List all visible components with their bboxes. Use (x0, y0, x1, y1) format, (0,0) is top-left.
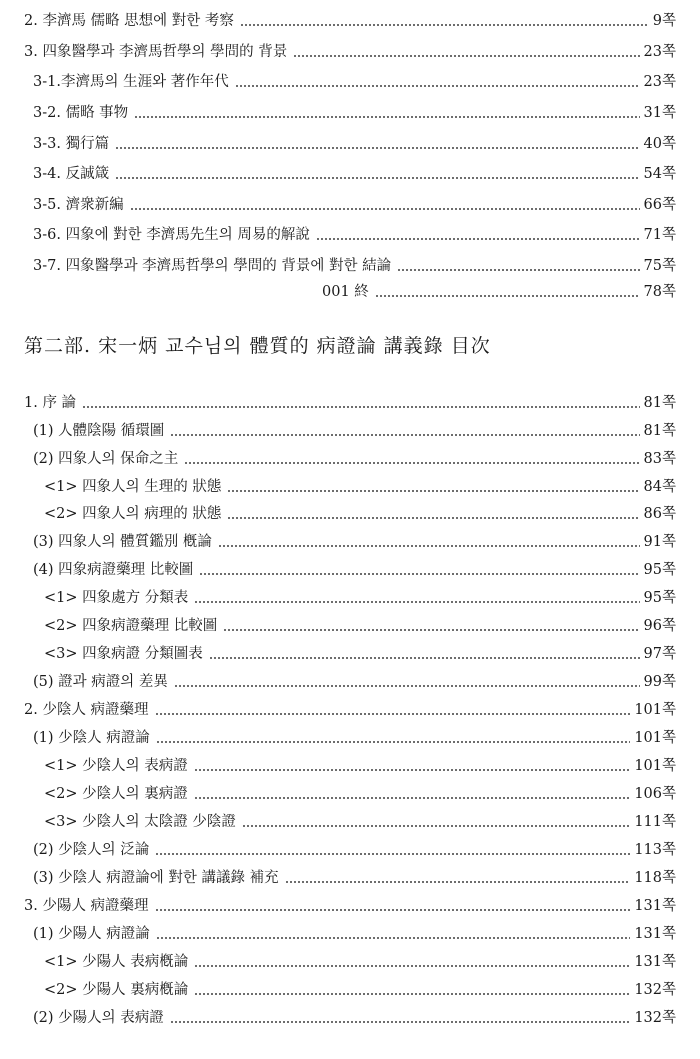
toc-entry (33, 725, 676, 747)
dot-leader (194, 797, 631, 799)
dot-leader (240, 24, 649, 26)
dot-leader (155, 853, 630, 855)
dot-leader (285, 881, 631, 883)
toc-entry (33, 865, 676, 887)
toc-entry-page: 118쪽 (634, 870, 676, 886)
toc-entry (24, 8, 676, 30)
toc-entry-title: (3) 四象人의 體質鑑別 槪論 (33, 534, 212, 550)
toc-entry-title: (2) 少陽人의 表病證 (33, 1010, 164, 1026)
dot-leader (170, 1021, 631, 1023)
toc-entry-page: 71쪽 (643, 227, 676, 243)
dot-leader (156, 741, 631, 743)
toc-entry (44, 641, 676, 663)
dot-leader (130, 208, 640, 210)
dot-leader (115, 177, 639, 179)
toc-entry-title: 3-1.李濟馬의 生涯와 著作年代 (33, 74, 229, 90)
toc-entry (33, 837, 676, 859)
toc-entry-page: 40쪽 (643, 136, 676, 152)
toc-entry-title: (4) 四象病證藥理 比較圖 (33, 562, 194, 578)
toc-entry (33, 1005, 676, 1027)
toc-entry-title: <1> 四象人의 生理的 狀態 (44, 479, 222, 495)
toc-entry-title: 1. 序 論 (24, 395, 77, 411)
toc-entry-title: (2) 少陰人의 泛論 (33, 842, 150, 858)
toc-entry (44, 753, 676, 775)
dot-leader (209, 657, 640, 659)
dot-leader (155, 909, 631, 911)
dot-leader (134, 116, 639, 118)
dot-leader (242, 825, 630, 827)
toc-entry (44, 809, 676, 831)
toc-entry (33, 161, 676, 183)
toc-entry-page: 54쪽 (643, 166, 676, 182)
dot-leader (170, 434, 639, 436)
toc-entry-page: 96쪽 (643, 618, 676, 634)
toc-entry (33, 557, 676, 579)
toc-entry-page: 78쪽 (643, 284, 676, 300)
toc-entry-title: 3-4. 反誠箴 (33, 166, 110, 182)
toc-entry (44, 949, 676, 971)
toc-entry-page: 95쪽 (643, 562, 676, 578)
toc-entry-page: 75쪽 (643, 258, 676, 274)
dot-leader (156, 937, 631, 939)
dot-leader (194, 601, 639, 603)
toc-entry (33, 921, 676, 943)
toc-entry-title: 3-7. 四象醫學과 李濟馬哲學의 學問的 背景에 對한 結論 (33, 258, 392, 274)
toc-entry (44, 613, 676, 635)
dot-leader (199, 573, 639, 575)
dot-leader (227, 490, 639, 492)
toc-entry-title: 3. 四象醫學과 李濟馬哲學의 學問的 背景 (24, 44, 288, 60)
part-heading: 第二部. 宋一炳 교수님의 體質的 病證論 講義錄 目次 (24, 335, 491, 357)
toc-entry-page: 95쪽 (643, 590, 676, 606)
toc-entry-title: <1> 少陽人 表病槪論 (44, 954, 189, 970)
toc-entry-title: <1> 少陰人의 表病證 (44, 758, 188, 774)
dot-leader (194, 769, 631, 771)
dot-leader (194, 965, 630, 967)
toc-entry-page: 131쪽 (634, 926, 676, 942)
toc-entry-title: 2. 李濟馬 儒略 思想에 對한 考察 (24, 13, 234, 29)
toc-entry-title: 3-6. 四象에 對한 李濟馬先生의 周易的解說 (33, 227, 310, 243)
toc-entry (24, 697, 676, 719)
toc-entry (44, 585, 676, 607)
toc-entry-page: 132쪽 (634, 1010, 676, 1026)
toc-entry-title: <2> 少陰人의 裏病證 (44, 786, 188, 802)
toc-entry-page: 81쪽 (643, 423, 676, 439)
toc-entry (33, 192, 676, 214)
toc-entry-page: 9쪽 (652, 13, 676, 29)
toc-entry-title: (3) 少陰人 病證論에 對한 講議錄 補充 (33, 870, 279, 886)
toc-entry (44, 501, 676, 523)
toc-entry (44, 781, 676, 803)
toc-entry-page: 106쪽 (634, 786, 676, 802)
toc-entry (33, 69, 676, 91)
dot-leader (115, 147, 639, 149)
toc-entry (33, 131, 676, 153)
dot-leader (223, 629, 639, 631)
toc-entry-page: 101쪽 (634, 758, 676, 774)
toc-entry (33, 418, 676, 440)
toc-entry-page: 99쪽 (643, 674, 676, 690)
dot-leader (293, 55, 639, 57)
toc-entry-title: (1) 人體陰陽 循環圖 (33, 423, 165, 439)
toc-entry (33, 669, 676, 691)
toc-entry (33, 222, 676, 244)
toc-entry-page: 131쪽 (634, 898, 676, 914)
toc-entry-title: 3-5. 濟衆新編 (33, 197, 124, 213)
toc-entry (24, 390, 676, 412)
toc-entry-page: 97쪽 (643, 646, 676, 662)
toc-entry-title: <2> 四象病證藥理 比較圖 (44, 618, 218, 634)
toc-entry-page: 66쪽 (643, 197, 676, 213)
toc-entry (322, 279, 676, 301)
toc-entry (33, 253, 676, 275)
toc-entry-page: 113쪽 (634, 842, 676, 858)
toc-entry-title: <3> 四象病證 分類圖表 (44, 646, 203, 662)
toc-entry (24, 39, 676, 61)
toc-entry-page: 83쪽 (643, 451, 676, 467)
toc-entry (44, 474, 676, 496)
toc-entry-title: <2> 四象人의 病理的 狀態 (44, 506, 222, 522)
dot-leader (155, 713, 631, 715)
toc-entry (33, 529, 676, 551)
toc-entry-title: 3-3. 獨行篇 (33, 136, 110, 152)
toc-entry-title: <3> 少陰人의 太陰證 少陰證 (44, 814, 236, 830)
toc-entry-title: (2) 四象人의 保命之主 (33, 451, 179, 467)
toc-entry (44, 977, 676, 999)
toc-entry-title: <2> 少陽人 裏病槪論 (44, 982, 189, 998)
dot-leader (194, 993, 630, 995)
toc-entry-title: (1) 少陽人 病證論 (33, 926, 150, 942)
toc-entry-page: 111쪽 (634, 814, 676, 830)
dot-leader (174, 685, 640, 687)
toc-entry-title: 3. 少陽人 病證藥理 (24, 898, 149, 914)
toc-entry-page: 81쪽 (643, 395, 676, 411)
toc-entry-page: 101쪽 (634, 702, 676, 718)
toc-entry-page: 23쪽 (643, 44, 676, 60)
toc-entry-page: 132쪽 (634, 982, 676, 998)
toc-entry-title: 001 終 (322, 284, 369, 300)
toc-entry (24, 893, 676, 915)
toc-entry-title: 3-2. 儒略 事物 (33, 105, 129, 121)
toc-entry-title: (1) 少陰人 病證論 (33, 730, 150, 746)
toc-entry (33, 100, 676, 122)
dot-leader (218, 545, 640, 547)
dot-leader (235, 85, 640, 87)
toc-entry-page: 101쪽 (634, 730, 676, 746)
dot-leader (397, 269, 639, 271)
toc-entry-page: 23쪽 (643, 74, 676, 90)
toc-entry-page: 84쪽 (643, 479, 676, 495)
dot-leader (82, 406, 639, 408)
toc-entry-page: 91쪽 (643, 534, 676, 550)
toc-entry-page: 31쪽 (643, 105, 676, 121)
toc-entry-page: 131쪽 (634, 954, 676, 970)
dot-leader (184, 462, 639, 464)
toc-entry (33, 446, 676, 468)
dot-leader (316, 238, 640, 240)
toc-entry-title: (5) 證과 病證의 差異 (33, 674, 168, 690)
toc-entry-title: 2. 少陰人 病證藥理 (24, 702, 149, 718)
dot-leader (227, 517, 639, 519)
toc-entry-page: 86쪽 (643, 506, 676, 522)
toc-entry-title: <1> 四象處方 分類表 (44, 590, 189, 606)
dot-leader (375, 295, 640, 297)
